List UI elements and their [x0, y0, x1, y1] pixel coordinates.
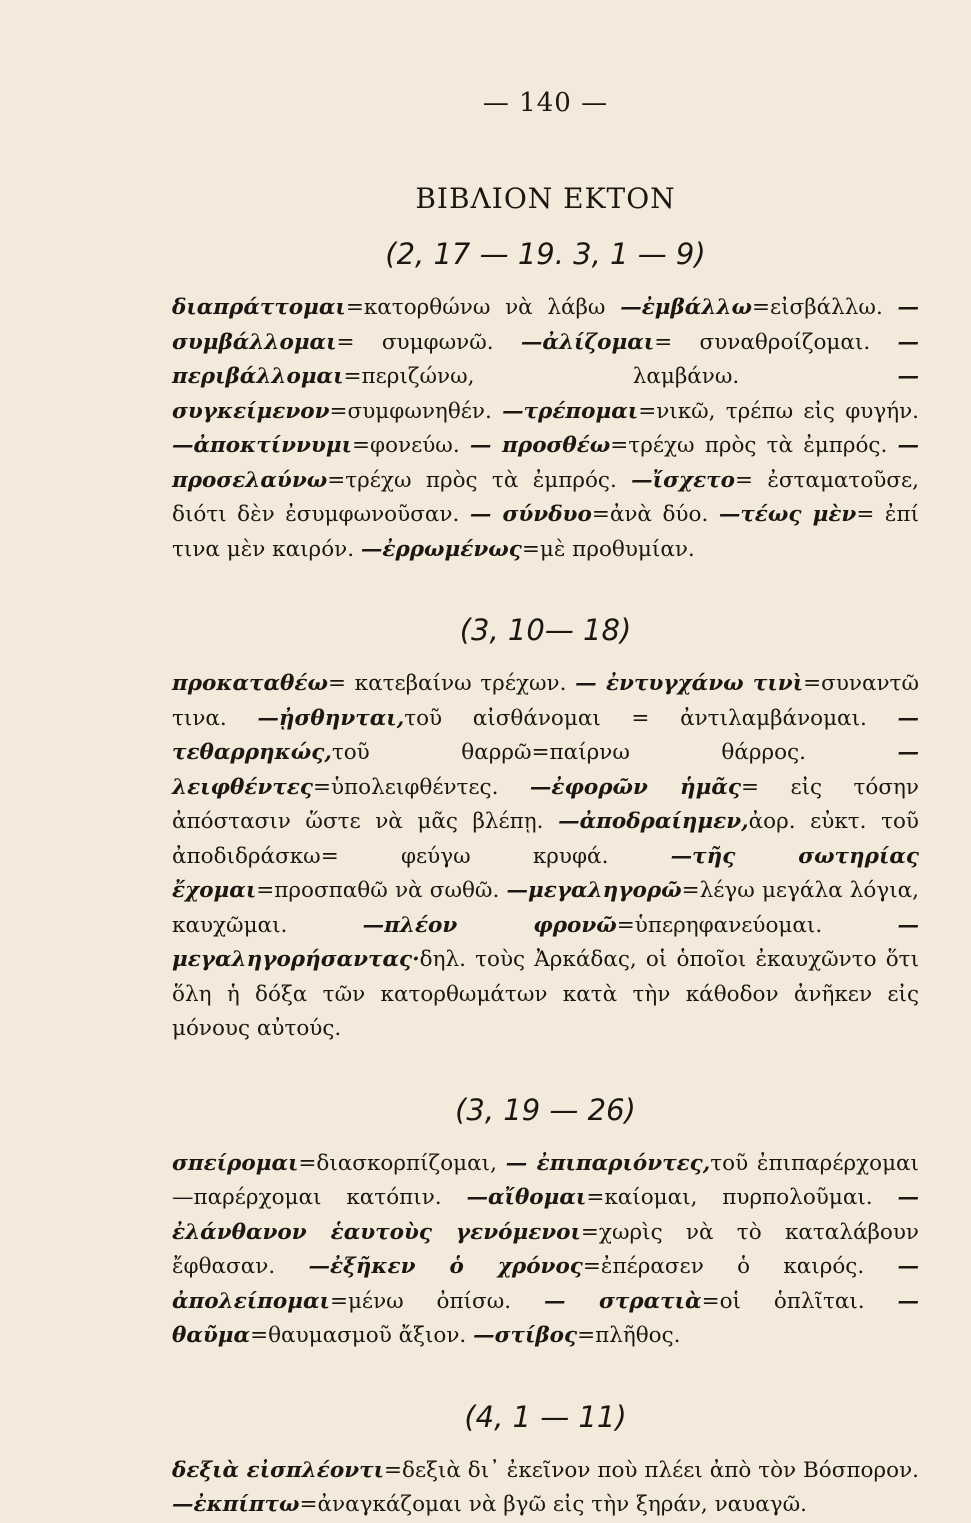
glossary-definition: =μένω ὀπίσω. — [329, 1288, 512, 1314]
glossary-entries — [172, 667, 919, 1047]
glossary-definition: =χωρὶς νὰ τὸ καταλάβουν ἔφθασαν. — [172, 1219, 919, 1279]
glossary-term: προκαταθέω — [172, 671, 328, 696]
glossary-term: — μεγαληγορήσαντας· — [172, 912, 919, 972]
glossary-definition: =δεξιὰ δι᾽ ἐκεῖνον ποὺ πλέει ἀπὸ τὸν Βόσπορον. — [383, 1457, 919, 1483]
glossary-term: —ἐρρωμένως — [360, 536, 522, 562]
glossary-definition: =κατορθώνω νὰ λάβω — [345, 295, 606, 320]
glossary-term: —τρέπομαι — [502, 398, 639, 424]
glossary-definition: = συναθροίζομαι. — [654, 329, 871, 355]
glossary-definition: =ἀναγκάζομαι νὰ βγῶ εἰς τὴν ξηράν, ναυαγῶ. — [299, 1492, 807, 1517]
glossary-term: δεξιὰ εἰσπλέοντι — [172, 1457, 384, 1483]
glossary-term: —συμβάλλομαι — [172, 295, 919, 355]
glossary-term: — στρατιὰ — [543, 1288, 702, 1314]
glossary-definition: = συμφωνῶ. — [336, 329, 494, 355]
glossary-definition: =συμφωνηθέν. — [329, 398, 492, 424]
glossary-section — [172, 237, 919, 567]
page-number: — 140 — — [482, 88, 609, 118]
glossary-term: —ἐμβάλλω — [620, 295, 752, 320]
glossary-term: —ἐφορῶν ἡμᾶς — [529, 774, 742, 800]
glossary-definition: =λέγω μεγάλα λόγια, καυχῶμαι. — [172, 878, 919, 938]
book-title: ΒΙΒΛΙΟΝ ΕΚΤΟΝ — [415, 182, 676, 215]
glossary-term: —πλέον φρονῶ — [362, 912, 617, 938]
glossary-term: —ἀποδραίημεν, — [558, 809, 749, 834]
glossary-term: — σύνδυο — [469, 502, 592, 527]
glossary-definition: τοῦ ἐπιπαρέρχομαι—παρέρχομαι κατόπιν. — [172, 1150, 919, 1210]
glossary-section — [172, 1093, 919, 1354]
glossary-definition: = ἐσταματοῦσε, διότι δὲν ἐσυμφωνοῦσαν. — [172, 467, 919, 527]
glossary-definition: = εἰς τόσην ἀπόστασιν ὥστε νὰ μᾶς βλέπῃ. — [172, 774, 919, 834]
glossary-term: — προσθέω — [469, 433, 611, 458]
glossary-definition: =ὑπολειφθέντες. — [312, 774, 499, 800]
glossary-term: —συγκείμενον — [172, 364, 919, 424]
glossary-term: —ἐλάνθανον ἑαυτοὺς γενόμενοι — [172, 1185, 920, 1245]
glossary-definition: = κατεβαίνω τρέχων. — [327, 671, 567, 696]
glossary-term: —ἐξῆκεν ὁ χρόνος — [308, 1254, 583, 1279]
glossary-definition: =εἰσβάλλω. — [751, 295, 883, 320]
glossary-definition: =διασκορπίζομαι, — [298, 1150, 497, 1176]
glossary-term: —στίβος — [473, 1323, 578, 1348]
section-heading: (3, 10— 18) — [459, 613, 632, 647]
glossary-definition: =ἀνὰ δύο. — [591, 502, 709, 527]
section-heading: (4, 1 — 11) — [464, 1399, 627, 1434]
glossary-term: —τῆς σωτηρίας ἔχομαι — [172, 843, 919, 903]
glossary-definition: =τρέχω πρὸς τὰ ἐμπρός. — [327, 467, 617, 493]
glossary-definition: δηλ. τοὺς Ἀρκάδας, οἱ ὁποῖοι ἐκαυχῶντο ὅτι ὅλη ἡ δόξα τῶν κατορθωμάτων κατὰ τὴν κάθοδον ἀνῆκεν εἰς μόνους αὐτούς. — [172, 947, 919, 1041]
glossary-definition: =περιζώνω, λαμβάνω. — [343, 364, 740, 389]
glossary-term: —ἀπολείπομαι — [172, 1254, 919, 1314]
glossary-definition: =προσπαθῶ νὰ σωθῶ. — [256, 878, 500, 903]
glossary-term: διαπράττομαι — [172, 295, 346, 320]
glossary-term: —λειφθέντες — [172, 740, 920, 800]
glossary-definition: =μὲ προθυμίαν. — [521, 536, 695, 562]
glossary-definition: =θαυμασμοῦ ἄξιον. — [250, 1323, 467, 1348]
glossary-definition: =νικῶ, τρέπω εἰς φυγήν. — [638, 398, 919, 424]
glossary-definition: =καίομαι, πυρπολοῦμαι. — [586, 1185, 873, 1210]
glossary-term: —ἴσχετο — [631, 467, 735, 493]
glossary-term: — περιβάλλομαι — [172, 329, 919, 389]
glossary-definition: =πλῆθος. — [577, 1323, 681, 1348]
glossary-sections — [172, 237, 919, 1523]
glossary-definition: =ἐπέρασεν ὁ καιρός. — [582, 1254, 865, 1279]
glossary-entries — [172, 1454, 919, 1523]
glossary-entries — [172, 1147, 919, 1354]
glossary-term: —τέως μὲν — [718, 502, 857, 527]
section-heading: (2, 17 — 19. 3, 1 — 9) — [385, 237, 706, 271]
glossary-term: —μεγαληγορῶ — [506, 878, 682, 903]
glossary-term: —αἴθομαι — [466, 1185, 587, 1210]
glossary-definition: τοῦ αἰσθάνομαι = ἀντιλαμβάνομαι. — [404, 705, 867, 731]
glossary-term: σπείρομαι — [172, 1150, 299, 1176]
glossary-term: —ᾐσθηνται, — [257, 705, 405, 731]
glossary-definition: =συναντῶ τινα. — [172, 671, 919, 731]
section-heading: (3, 19 — 26) — [455, 1092, 636, 1127]
glossary-term: —τεθαρρηκώς, — [172, 705, 919, 765]
glossary-term: —ἀλίζομαι — [520, 329, 655, 355]
glossary-term: —ἐκπίπτω — [172, 1492, 300, 1517]
glossary-term: — ἐπιπαριόντες, — [505, 1150, 711, 1176]
glossary-term: — ἐντυγχάνω τινὶ — [575, 671, 804, 696]
glossary-term: — προσελαύνω — [172, 433, 919, 493]
glossary-term: —θαῦμα — [172, 1288, 920, 1348]
glossary-entries — [172, 291, 919, 567]
glossary-definition: ἀορ. εὐκτ. τοῦ ἀποδιδράσκω= φεύγω κρυφά. — [172, 809, 919, 869]
glossary-definition: τοῦ θαρρῶ=παίρνω θάρρος. — [331, 740, 806, 765]
glossary-definition: =ὑπερηφανεύομαι. — [616, 912, 823, 938]
glossary-definition: =τρέχω πρὸς τὰ ἐμπρός. — [610, 433, 888, 458]
glossary-definition: =οἱ ὁπλῖται. — [701, 1288, 865, 1314]
glossary-section — [172, 613, 919, 1047]
glossary-term: —ἀποκτίννυμι — [172, 433, 352, 458]
glossary-definition: = ἐπί τινα μὲν καιρόν. — [172, 502, 919, 562]
glossary-definition: =φονεύω. — [352, 433, 460, 458]
glossary-section — [172, 1400, 919, 1523]
